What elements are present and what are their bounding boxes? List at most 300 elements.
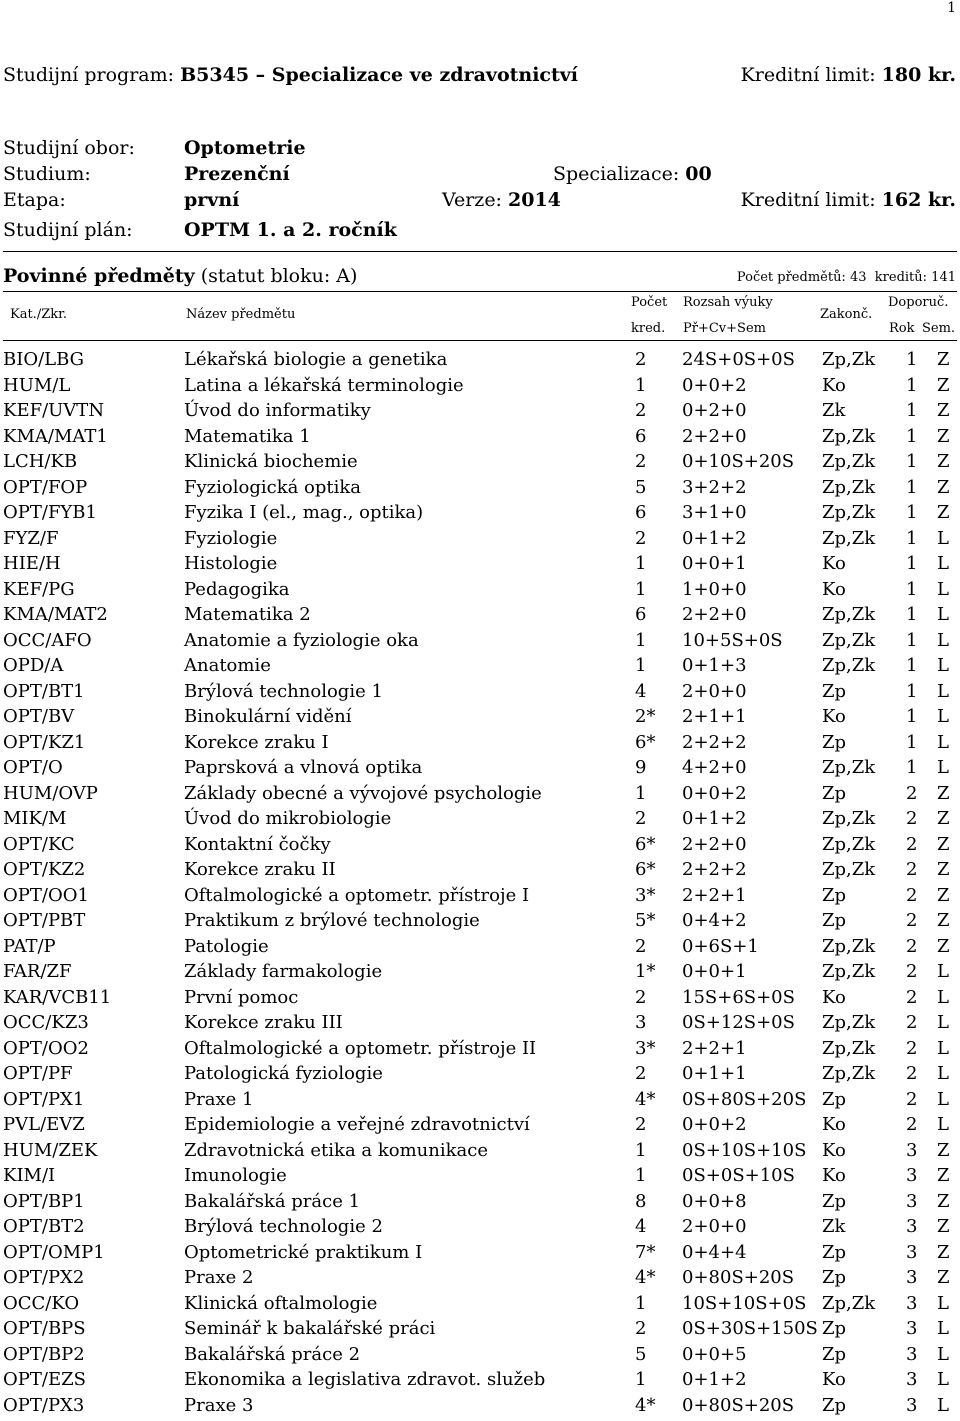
table-row (3, 1267, 957, 1292)
etapa-value: první (184, 189, 240, 211)
course-completion: Ko (822, 578, 846, 600)
course-semester: L (937, 604, 949, 625)
course-name: Epidemiologie a veřejné zdravotnictví (184, 1114, 530, 1135)
course-hours: 0+1+2 (682, 808, 747, 829)
course-completion: Zk (822, 1216, 846, 1237)
course-year: 2 (906, 833, 918, 855)
course-year: 1 (906, 425, 918, 447)
table-row (3, 528, 957, 553)
course-code: OPT/KZ2 (3, 859, 86, 880)
course-name: Základy obecné a vývojové psychologie (184, 782, 542, 804)
course-name: Korekce zraku I (184, 731, 329, 753)
course-year: 2 (906, 1063, 918, 1084)
course-credits: 6 (635, 604, 647, 625)
course-credits: 6 (635, 502, 647, 523)
table-row (3, 732, 957, 757)
course-code: OPT/PX2 (3, 1267, 85, 1288)
course-hours: 0+0+2 (682, 374, 747, 396)
course-name: Klinická biochemie (184, 451, 358, 472)
course-code: OPT/PX1 (3, 1088, 85, 1110)
course-year: 2 (906, 859, 918, 880)
course-name: Pedagogika (184, 578, 290, 600)
course-credits: 4* (635, 1267, 656, 1288)
course-completion: Zp,Zk (822, 425, 876, 447)
program-limit (741, 64, 956, 86)
course-year: 3 (906, 1190, 918, 1212)
course-credits: 2 (635, 1063, 647, 1084)
course-code: OPT/BT1 (3, 680, 85, 702)
block-header (3, 265, 357, 287)
course-code: OPT/BP1 (3, 1190, 85, 1212)
course-year: 2 (906, 935, 918, 957)
course-semester: Z (937, 451, 950, 472)
course-code: PAT/P (3, 935, 56, 957)
table-row (3, 885, 957, 910)
course-name: Praxe 2 (184, 1267, 254, 1288)
table-row (3, 1038, 957, 1063)
course-hours: 2+2+1 (682, 1037, 747, 1059)
course-code: OPT/BT2 (3, 1216, 85, 1237)
course-completion: Zp,Zk (822, 1063, 876, 1084)
course-credits: 3* (635, 884, 656, 906)
table-row (3, 375, 957, 400)
course-completion: Zp (822, 782, 847, 804)
course-completion: Zp,Zk (822, 935, 876, 957)
course-name: Matematika 2 (184, 604, 311, 625)
course-year: 1 (906, 655, 918, 676)
course-completion: Zp,Zk (822, 859, 876, 880)
course-name: Úvod do mikrobiologie (184, 808, 392, 829)
course-hours: 0+6S+1 (682, 935, 759, 957)
course-credits: 2 (635, 986, 647, 1008)
course-semester: Z (937, 1241, 950, 1263)
course-completion: Zp (822, 731, 847, 753)
course-credits: 9 (635, 757, 647, 778)
course-semester: L (937, 1063, 949, 1084)
course-hours: 0+1+2 (682, 527, 747, 549)
course-name: Histologie (184, 553, 278, 574)
course-hours: 0+4+2 (682, 910, 747, 931)
specializace-label: Specializace: (553, 163, 680, 185)
course-name: Praktikum z brýlové technologie (184, 910, 480, 931)
table-row (3, 426, 957, 451)
course-hours: 0+0+1 (682, 553, 747, 574)
course-completion: Zp,Zk (822, 961, 876, 982)
course-name: Kontaktní čočky (184, 833, 331, 855)
course-credits: 2 (635, 400, 647, 421)
course-semester: L (937, 1394, 949, 1416)
course-completion: Zp (822, 1088, 847, 1110)
course-code: OPT/FYB1 (3, 502, 97, 523)
course-completion: Ko (822, 553, 846, 574)
table-row (3, 1063, 957, 1088)
course-code: MIK/M (3, 808, 67, 829)
course-hours: 0+80S+20S (682, 1267, 795, 1288)
course-completion: Zp,Zk (822, 604, 876, 625)
col-header-zakonc: Zakonč. (820, 307, 873, 322)
course-semester: L (937, 731, 949, 753)
course-hours: 3+1+0 (682, 502, 747, 523)
course-year: 2 (906, 910, 918, 931)
etapa-limit-label: Kreditní limit: (740, 189, 876, 211)
course-completion: Zp,Zk (822, 757, 876, 778)
obor-label: Studijní obor: (3, 137, 135, 159)
course-name: Matematika 1 (184, 425, 311, 447)
course-credits: 2 (635, 451, 647, 472)
course-name: Anatomie (184, 655, 271, 676)
course-completion: Zp,Zk (822, 1037, 876, 1059)
table-row (3, 1140, 957, 1165)
col-header-cred-bottom: kred. (631, 321, 666, 336)
course-code: KMA/MAT1 (3, 425, 108, 447)
table-header-rule (3, 340, 957, 341)
course-semester: L (937, 1343, 949, 1365)
course-semester: L (937, 1369, 949, 1390)
course-year: 3 (906, 1394, 918, 1416)
course-code: OPT/BPS (3, 1318, 86, 1339)
course-code: BIO/LBG (3, 349, 85, 370)
course-completion: Zp (822, 1190, 847, 1212)
course-name: Bakalářská práce 1 (184, 1190, 361, 1212)
course-year: 2 (906, 1088, 918, 1110)
course-credits: 1 (635, 1165, 647, 1186)
course-credits: 1 (635, 578, 647, 600)
course-name: Patologie (184, 935, 269, 957)
course-completion: Ko (822, 1114, 846, 1135)
course-semester: L (937, 1114, 949, 1135)
table-row (3, 553, 957, 578)
course-completion: Ko (822, 706, 846, 727)
course-hours: 0S+80S+20S (682, 1088, 807, 1110)
course-hours: 0S+30S+150S (682, 1318, 818, 1339)
course-semester: L (937, 578, 949, 600)
course-semester: Z (937, 859, 950, 880)
obor-value: Optometrie (184, 137, 306, 159)
course-year: 1 (906, 502, 918, 523)
course-year: 3 (906, 1267, 918, 1288)
course-hours: 1+0+0 (682, 578, 747, 600)
course-year: 1 (906, 604, 918, 625)
table-row (3, 400, 957, 425)
course-semester: L (937, 655, 949, 676)
course-semester: Z (937, 1165, 950, 1186)
course-semester: Z (937, 425, 950, 447)
course-hours: 0+0+5 (682, 1343, 747, 1365)
course-semester: Z (937, 502, 950, 523)
course-hours: 2+0+0 (682, 680, 747, 702)
course-credits: 1 (635, 655, 647, 676)
course-year: 1 (906, 757, 918, 778)
course-code: OCC/KO (3, 1292, 80, 1314)
course-credits: 4 (635, 680, 647, 702)
specializace (553, 163, 712, 185)
course-code: HUM/L (3, 374, 71, 396)
course-name: Fyzika I (el., mag., optika) (184, 502, 424, 523)
course-hours: 2+2+0 (682, 425, 747, 447)
course-credits: 2 (635, 349, 647, 370)
course-credits: 4* (635, 1394, 656, 1416)
course-credits: 5 (635, 476, 647, 498)
etapa-label: Etapa: (3, 189, 66, 211)
course-name: Seminář k bakalářské práci (184, 1318, 436, 1339)
plan-label: Studijní plán: (3, 219, 133, 241)
table-row (3, 936, 957, 961)
table-row (3, 579, 957, 604)
course-hours: 15S+6S+0S (682, 986, 795, 1008)
course-year: 2 (906, 808, 918, 829)
course-code: OPT/KZ1 (3, 731, 86, 753)
table-row (3, 1089, 957, 1114)
course-year: 3 (906, 1241, 918, 1263)
course-semester: Z (937, 808, 950, 829)
course-completion: Zp (822, 910, 847, 931)
course-completion: Zp (822, 884, 847, 906)
course-code: KEF/PG (3, 578, 75, 600)
block-status: (statut bloku: A) (200, 265, 358, 287)
course-name: Zdravotnická etika a komunikace (184, 1139, 488, 1161)
course-name: Oftalmologické a optometr. přístroje II (184, 1037, 537, 1059)
verze-label: Verze: (442, 189, 502, 211)
program-line (3, 64, 578, 86)
course-completion: Zp (822, 680, 847, 702)
course-name: Korekce zraku III (184, 1012, 343, 1033)
course-semester: L (937, 1088, 949, 1110)
course-hours: 0+1+3 (682, 655, 747, 676)
course-code: KMA/MAT2 (3, 604, 108, 625)
course-semester: L (937, 986, 949, 1008)
course-name: Fyziologická optika (184, 476, 362, 498)
course-credits: 2 (635, 1318, 647, 1339)
course-year: 1 (906, 553, 918, 574)
course-name: Oftalmologické a optometr. přístroje I (184, 884, 530, 906)
course-name: Latina a lékařská terminologie (184, 374, 464, 396)
course-year: 1 (906, 476, 918, 498)
course-completion: Zp (822, 1318, 847, 1339)
course-completion: Zp (822, 1394, 847, 1416)
table-row (3, 477, 957, 502)
course-name: Patologická fyziologie (184, 1063, 383, 1084)
table-row (3, 757, 957, 782)
course-name: Ekonomika a legislativa zdravot. služeb (184, 1369, 546, 1390)
course-completion: Ko (822, 1369, 846, 1390)
block-counts (737, 270, 956, 285)
course-credits: 4 (635, 1216, 647, 1237)
table-row (3, 808, 957, 833)
course-completion: Zp (822, 1343, 847, 1365)
col-header-sem: Sem. (922, 321, 956, 336)
course-code: LCH/KB (3, 451, 78, 472)
table-row (3, 1344, 957, 1369)
course-name: Praxe 3 (184, 1394, 254, 1416)
studium-value: Prezenční (184, 163, 290, 185)
course-completion: Zp,Zk (822, 655, 876, 676)
table-row (3, 783, 957, 808)
course-name: První pomoc (184, 986, 299, 1008)
course-year: 2 (906, 986, 918, 1008)
course-hours: 2+2+0 (682, 833, 747, 855)
course-semester: L (937, 680, 949, 702)
course-year: 2 (906, 884, 918, 906)
course-semester: Z (937, 935, 950, 957)
course-semester: Z (937, 476, 950, 498)
course-credits: 1 (635, 1139, 647, 1161)
course-code: OPT/EZS (3, 1369, 86, 1390)
course-year: 3 (906, 1139, 918, 1161)
course-semester: Z (937, 1190, 950, 1212)
col-header-name: Název předmětu (186, 307, 296, 322)
course-code: HUM/OVP (3, 782, 98, 804)
table-row (3, 1293, 957, 1318)
course-credits: 5* (635, 910, 656, 931)
course-hours: 2+2+2 (682, 731, 747, 753)
course-hours: 0+0+2 (682, 1114, 747, 1135)
course-hours: 2+1+1 (682, 706, 747, 727)
course-code: FAR/ZF (3, 961, 72, 982)
course-hours: 10S+10S+0S (682, 1292, 807, 1314)
course-name: Brýlová technologie 1 (184, 680, 383, 702)
course-semester: Z (937, 833, 950, 855)
course-hours: 24S+0S+0S (682, 349, 795, 370)
block-credits-value: 141 (931, 270, 956, 285)
course-completion: Zp,Zk (822, 451, 876, 472)
course-name: Brýlová technologie 2 (184, 1216, 383, 1237)
program-limit-value: 180 kr. (881, 64, 956, 86)
course-year: 3 (906, 1292, 918, 1314)
course-hours: 0+10S+20S (682, 451, 795, 472)
course-semester: L (937, 961, 949, 982)
course-year: 1 (906, 731, 918, 753)
course-semester: Z (937, 374, 950, 396)
course-credits: 4* (635, 1088, 656, 1110)
table-row (3, 604, 957, 629)
course-hours: 4+2+0 (682, 757, 747, 778)
col-header-rok: Rok (889, 321, 915, 336)
block-title: Povinné předměty (3, 265, 195, 287)
course-credits: 3* (635, 1037, 656, 1059)
course-code: OPT/BP2 (3, 1343, 85, 1365)
course-name: Korekce zraku II (184, 859, 336, 880)
program-label: Studijní program: (3, 64, 175, 86)
course-code: OPT/O (3, 757, 63, 778)
course-completion: Zp,Zk (822, 502, 876, 523)
etapa-limit-value: 162 kr. (881, 189, 956, 211)
course-hours: 2+2+2 (682, 859, 747, 880)
course-code: OPT/PBT (3, 910, 86, 931)
course-credits: 6* (635, 859, 656, 880)
course-year: 2 (906, 1114, 918, 1135)
course-semester: L (937, 1318, 949, 1339)
course-semester: L (937, 1292, 949, 1314)
course-semester: L (937, 527, 949, 549)
course-hours: 3+2+2 (682, 476, 747, 498)
table-row (3, 655, 957, 680)
course-credits: 1 (635, 629, 647, 651)
table-row (3, 1114, 957, 1139)
course-code: OCC/KZ3 (3, 1012, 89, 1033)
program-value: B5345 – Specializace ve zdravotnictví (180, 64, 579, 86)
course-credits: 1 (635, 782, 647, 804)
course-credits: 2* (635, 706, 656, 727)
course-name: Úvod do informatiky (184, 400, 371, 421)
course-name: Imunologie (184, 1165, 287, 1186)
course-hours: 0S+0S+10S (682, 1165, 795, 1186)
course-completion: Ko (822, 374, 846, 396)
col-header-code: Kat./Zkr. (10, 307, 68, 322)
table-row (3, 910, 957, 935)
course-credits: 8 (635, 1190, 647, 1212)
course-name: Bakalářská práce 2 (184, 1343, 361, 1365)
course-completion: Zk (822, 400, 846, 421)
course-hours: 0+4+4 (682, 1241, 747, 1263)
course-year: 1 (906, 680, 918, 702)
course-year: 1 (906, 374, 918, 396)
course-year: 2 (906, 782, 918, 804)
course-year: 2 (906, 1012, 918, 1033)
course-year: 3 (906, 1318, 918, 1339)
course-completion: Zp (822, 1267, 847, 1288)
course-completion: Ko (822, 1165, 846, 1186)
table-row (3, 1395, 957, 1420)
course-code: OPD/A (3, 655, 64, 676)
course-completion: Zp,Zk (822, 808, 876, 829)
course-completion: Zp,Zk (822, 833, 876, 855)
course-semester: L (937, 553, 949, 574)
course-year: 1 (906, 400, 918, 421)
table-row (3, 349, 957, 374)
course-code: OPT/OO1 (3, 884, 89, 906)
studium-label: Studium: (3, 163, 91, 185)
col-header-cred-top: Počet (631, 295, 668, 310)
course-credits: 2 (635, 527, 647, 549)
verze-value: 2014 (508, 189, 561, 211)
table-row (3, 1216, 957, 1241)
course-code: KIM/I (3, 1165, 56, 1186)
course-credits: 2 (635, 1114, 647, 1135)
course-credits: 1 (635, 553, 647, 574)
course-credits: 1* (635, 961, 656, 982)
course-code: OPT/PF (3, 1063, 73, 1084)
course-hours: 0+0+8 (682, 1190, 747, 1212)
course-code: OPT/OO2 (3, 1037, 89, 1059)
table-row (3, 502, 957, 527)
course-credits: 2 (635, 808, 647, 829)
course-year: 1 (906, 578, 918, 600)
course-hours: 0S+10S+10S (682, 1139, 807, 1161)
table-row (3, 961, 957, 986)
col-header-rozsah-top: Rozsah výuky (683, 295, 773, 310)
course-code: OCC/AFO (3, 629, 92, 651)
table-row (3, 1318, 957, 1343)
course-credits: 6* (635, 833, 656, 855)
course-code: PVL/EVZ (3, 1114, 85, 1135)
course-credits: 5 (635, 1343, 647, 1365)
course-name: Optometrické praktikum I (184, 1241, 423, 1263)
course-year: 2 (906, 1037, 918, 1059)
course-credits: 7* (635, 1241, 656, 1263)
course-year: 3 (906, 1165, 918, 1186)
course-credits: 6 (635, 425, 647, 447)
table-row (3, 1369, 957, 1394)
course-name: Paprsková a vlnová optika (184, 757, 423, 778)
col-header-rozsah-bottom: Př+Cv+Sem (683, 321, 766, 336)
course-name: Základy farmakologie (184, 961, 383, 982)
course-hours: 0+80S+20S (682, 1394, 795, 1416)
table-row (3, 1191, 957, 1216)
course-semester: L (937, 629, 949, 651)
course-code: KAR/VCB11 (3, 986, 112, 1008)
course-semester: L (937, 757, 949, 778)
course-hours: 0+0+2 (682, 782, 747, 804)
